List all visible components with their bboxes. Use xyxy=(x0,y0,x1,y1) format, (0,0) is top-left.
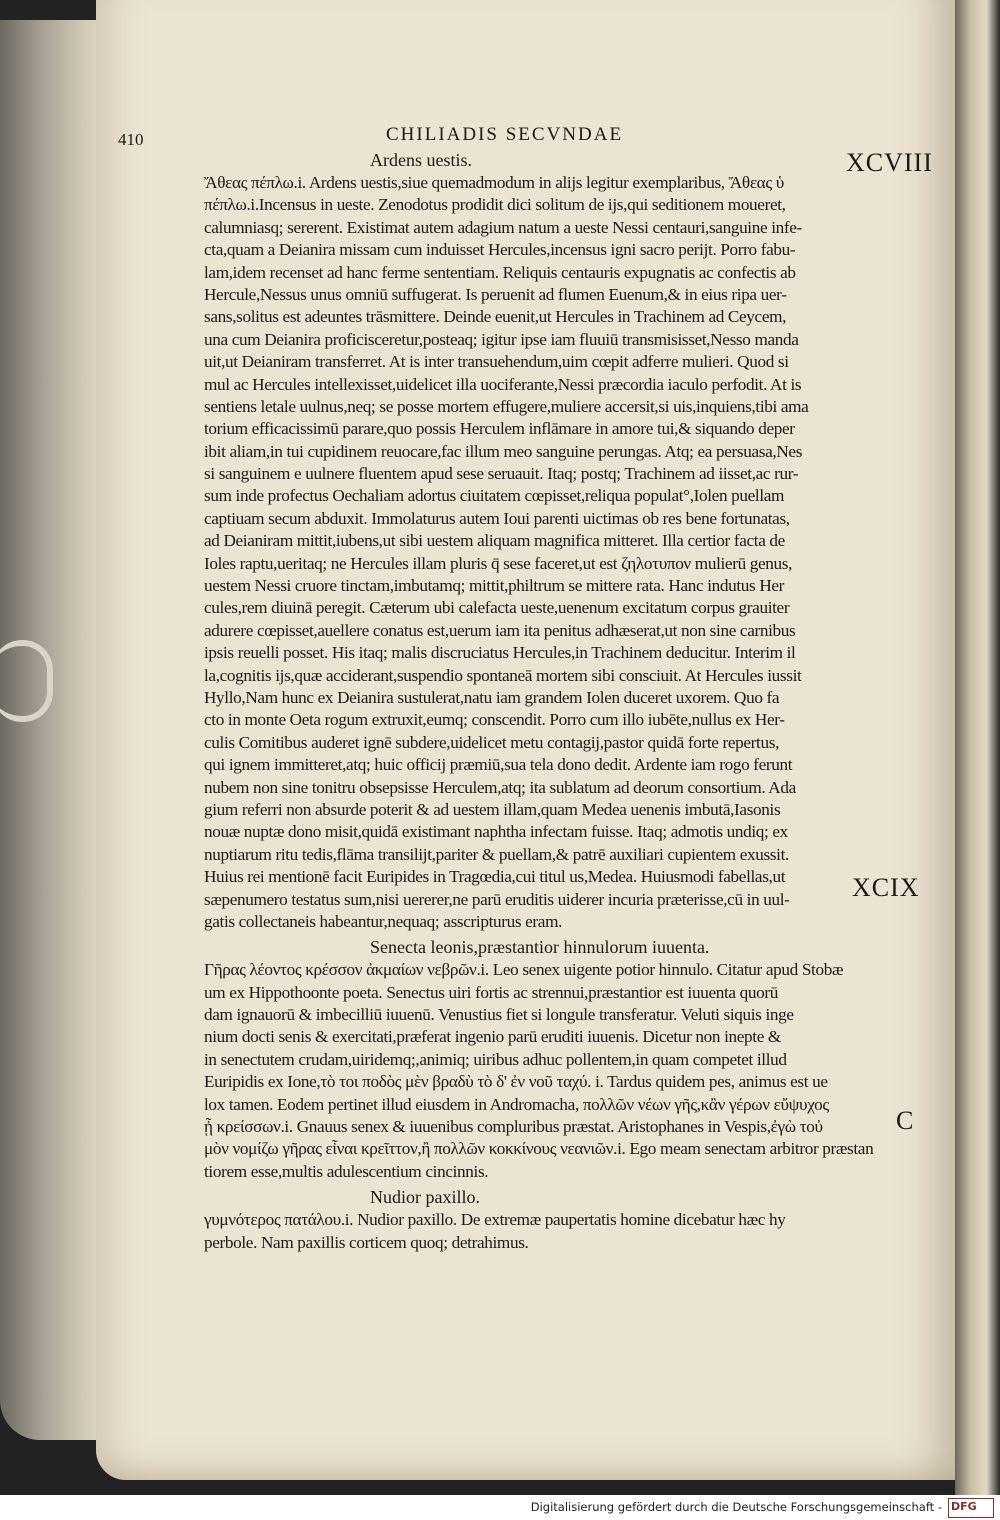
book-edge-left xyxy=(0,20,110,1440)
text-line: ipsis reuelli posset. His itaq; malis discruciatus Hercules,in Trachinem deducitur. Interim il xyxy=(204,643,796,663)
text-line: si sanguinem e uulnere fluentem apud sese seruauit. Itaq; postq; Trachinem ad iisset,ac rur- xyxy=(204,464,799,484)
text-line: πέπλω.i.Incensus in ueste. Zenodotus prodidit dici solitum de ijs,qui seditionem moueret, xyxy=(204,195,786,215)
text-line: Huius rei mentionē facit Euripides in Tragœdia,cui titul us,Medea. Huiusmodi fabellas,ut xyxy=(204,867,786,887)
section-title: Ardens uestis. xyxy=(370,150,472,170)
text-line: cta,quam a Deianira missam cum induisset Hercules,incensus igni sacro perijt. Porro fabu- xyxy=(204,240,796,260)
text-line: lam,idem recenset ad hanc ferme sententiam. Reliquis centauris expugnatis ac confectis ab xyxy=(204,262,796,282)
section-body xyxy=(204,172,934,933)
section-numeral: XCVIII xyxy=(846,148,933,177)
text-line: um ex Hippothoonte poeta. Senectus uiri fortis ac strennui,præstantior est iuuenta quorū xyxy=(204,982,778,1002)
text-line: tiorem esse,multis adulescentium cincinnis. xyxy=(204,1161,489,1181)
page-clip xyxy=(0,640,53,722)
footer-bar xyxy=(0,1495,1000,1520)
text-line: dam ignauorū & imbecilliū iuuenū. Venustius fiet si longule transferatur. Veluti siquis inge xyxy=(204,1005,794,1025)
text-line: captiuam secum abduxit. Immolaturus autem Ioui parenti uictimas ob res bene fortunatas, xyxy=(204,508,790,528)
text-line: lox tamen. Eodem pertinet illud eiusdem in Andromacha, πολλῶν νέων γῆς,κἂν γέρων εὔψυχος xyxy=(204,1094,829,1114)
dfg-logo-icon: DFG xyxy=(948,1498,994,1518)
text-line: ibit aliam,in tui cupidinem reuocare,fac illum meo sanguine perungas. Atq; ea persuasa,Nes xyxy=(204,441,803,461)
text-line: nium docti senis & exercitati,præferat ingenio parū eruditi iuuenis. Dicetur non inepte & xyxy=(204,1027,781,1047)
text-line: Γῆρας λέοντος κρέσσον ἀκμαίων νεβρῶν.i. Leo senex uigente potior hinnulo. Citatur apud Stobæ xyxy=(204,960,844,980)
text-line: μὸν νομίζω γῆρας εἶναι κρεῖττον,ἢ πολλῶν κοκκίνους νεανιῶν.i. Ego meam senectam arbitror præstan xyxy=(204,1139,874,1159)
section-body xyxy=(204,959,934,1183)
funding-credit: Digitalisierung gefördert durch die Deutsche Forschungsgemeinschaft - xyxy=(530,1500,942,1514)
text-line: ad Deianiram mittit,iubens,ut sibi uestem aliquam magnifica mitteret. Illa certior facta de xyxy=(204,531,785,551)
text-line: nubem non sine tonitru obsepsisse Herculem,atq; ita sublatum ad deorum consortium. Ada xyxy=(204,777,796,797)
text-line: adurere cœpisset,auellere conatus est,uerum iam ita penitus adhæserat,ut non sine carnibus xyxy=(204,620,796,640)
text-line: γυμνότερος πατάλου.i. Nudior paxillo. De extremæ paupertatis homine dicebatur hæc hy xyxy=(204,1210,786,1230)
text-line: Euripidis ex Ione,τὸ τοι ποδὸς μὲν βραδὺ τὸ δ' ἐν νοῦ ταχύ. i. Tardus quidem pes, animus est ue xyxy=(204,1072,828,1092)
text-line: Ἄθεας πέπλω.i. Ardens uestis,siue quemadmodum in alijs legitur exemplaribus, Ἄθεας ὑ xyxy=(204,173,784,192)
section-numeral: C xyxy=(896,1106,915,1135)
text-line: gium referri non absurde poterit & ad uestem illam,quam Medea uenenis imbutā,Iasonis xyxy=(204,799,781,819)
text-line: torium efficacissimū parare,quo possis Herculem inflāmare in amore tui,& siquando deper xyxy=(204,419,795,439)
text-line: nuptiarum ritu tedis,flāma transilijt,pariter & puellam,& patrē auxiliari cupientem exussit. xyxy=(204,844,789,864)
text-line: sentiens letale uulnus,neq; se posse mortem effugere,muliere accersit,si uis,inquiens,tibi ama xyxy=(204,396,809,416)
text-line: Hercule,Nessus unus omniū suffugerat. Is peruenit ad flumen Euenum,& in eius ripa uer- xyxy=(204,284,787,304)
section-title: Senecta leonis,præstantior hinnulorum iuuenta. xyxy=(370,937,710,958)
text-line: uestem Nessi cruore tinctam,imbutamq; mittit,philtrum se mittere rata. Hanc indutus Her xyxy=(204,576,785,596)
text-line: mul ac Hercules intellexisset,uidelicet illa uociferante,Nessi præcordia iaculo perfodit. At is xyxy=(204,374,802,394)
text-line: cto in monte Oeta rogum extruxit,eumq; conscendit. Porro cum illo iubēte,nullus ex Her- xyxy=(204,710,785,730)
body-text xyxy=(204,120,934,1254)
text-line: Hyllo,Nam hunc ex Deianira sustulerat,natu iam grandem Iolen duceret uxorem. Quo fa xyxy=(204,687,780,707)
text-line: sum inde profectus Oechaliam adortus ciuitatem cœpisset,reliqua populat°,Iolen puellam xyxy=(204,486,785,506)
text-line: una cum Deianira proficisceretur,posteaq; igitur ipse iam fluuiū transmisisset,Nesso manda xyxy=(204,329,799,349)
text-line: perbole. Nam paxillis corticem quoq; detrahimus. xyxy=(204,1232,529,1252)
text-line: in senectutem crudam,uiridemq;,animiq; uiribus adhuc pollentem,in quam competet illud xyxy=(204,1049,787,1069)
text-line: gatis collectaneis habeantur,nequaq; asscripturus eram. xyxy=(204,911,563,931)
text-line: culis Comitibus auderet ignē subdere,uidelicet metu contagij,pastor quidā forte repertus, xyxy=(204,732,780,752)
text-line: sæpenumero testatus sum,nisi uererer,ne parū eruditis uiderer incuria præterisse,cū in uul- xyxy=(204,889,790,909)
text-line: sans,solitus est adeuntes trāsmittere. Deinde euenit,ut Hercules in Trachinem ad Ceycem, xyxy=(204,307,787,327)
text-line: ᾖ κρείσσων.i. Gnauus senex & iuuenibus compluribus præstat. Aristophanes in Vespis,ἐγὼ τοὐ xyxy=(204,1117,823,1137)
section-numeral: XCIX xyxy=(852,873,920,902)
text-line: calumniasq; sererent. Existimat autem adagium natum a ueste Nessi centauri,sanguine infe- xyxy=(204,217,802,237)
running-head: CHILIADIS SECVNDAE xyxy=(386,124,624,145)
text-line: nouæ nuptæ dono misit,quidā existimant naphtha infectam fuisse. Itaq; admotis undiq; ex xyxy=(204,822,788,842)
text-line: la,cognitis ijs,quæ acciderant,suspendio spontaneā mortem sibi consciuit. At Hercules iussit xyxy=(204,665,802,685)
book-edge-right xyxy=(955,0,1000,1495)
text-line: uit,ut Deianiram transferret. At is inter transuehendum,uim cœpit adferre mulieri. Quod si xyxy=(204,352,789,372)
text-line: qui ignem immitteret,atq; huic officij præmiū,sua tela dono dedit. Ardente iam rogo ferunt xyxy=(204,755,793,775)
section-title: Nudior paxillo. xyxy=(370,1187,480,1208)
section-body xyxy=(204,1209,934,1254)
text-line: cules,rem diuinā peregit. Cæterum ubi calefacta ueste,uenenum excitatum corpus grauiter xyxy=(204,598,790,618)
page-number: 410 xyxy=(118,130,144,149)
text-line: Ioles raptu,ueritaq; ne Hercules illam pluris q̄ sese faceret,ut est ζηλοτυπον mulierū genus, xyxy=(204,553,793,573)
